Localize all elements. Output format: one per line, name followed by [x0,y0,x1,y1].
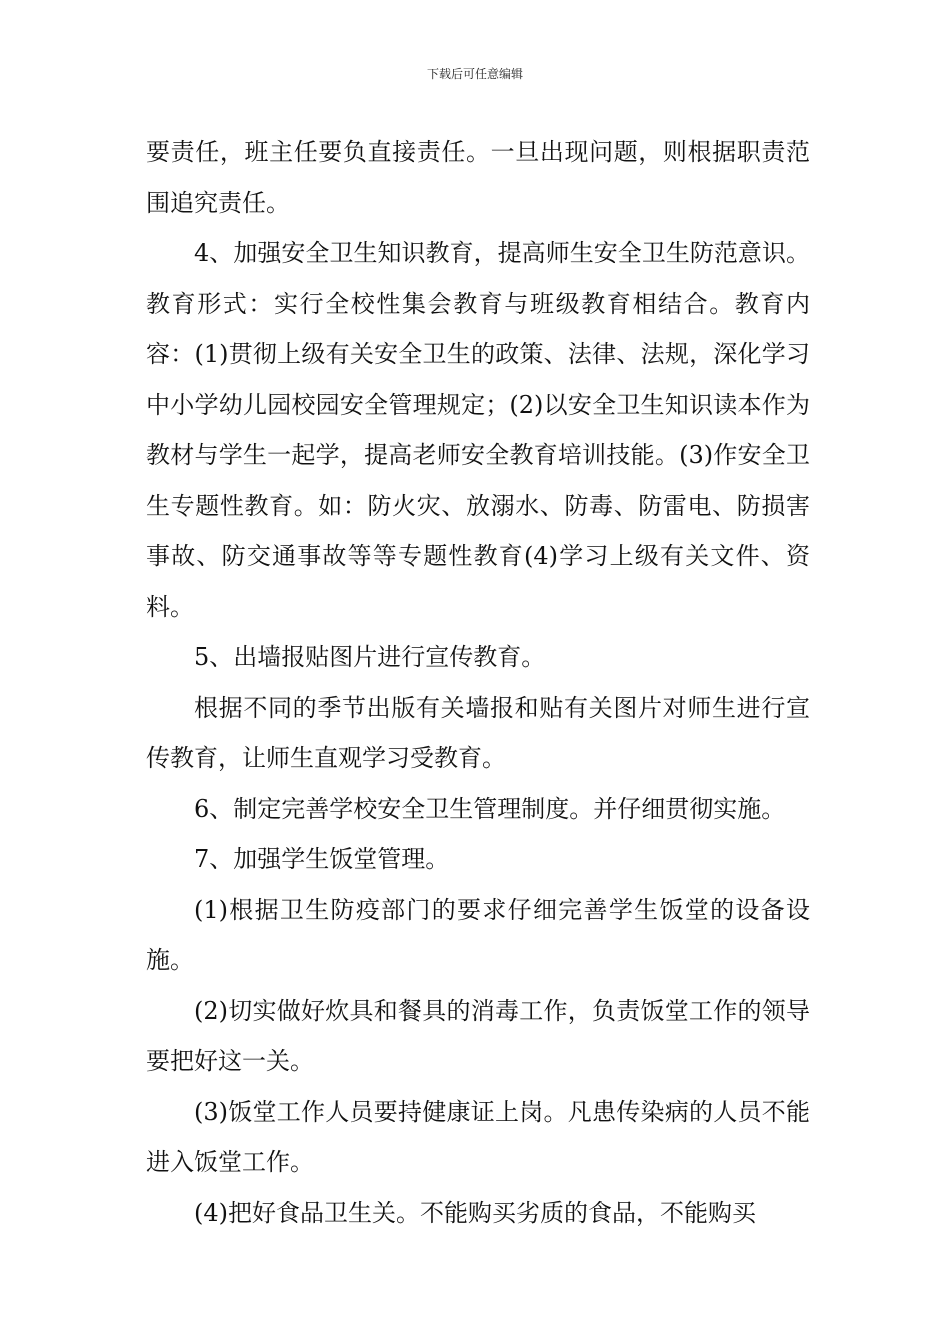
page-header: 下载后可任意编辑 [426,67,523,81]
paragraph-item-7: 7、加强学生饭堂管理。 [194,845,450,873]
paragraph-item-6: 6、制定完善学校安全卫生管理制度。并仔细贯彻实施。 [194,794,786,823]
paragraph-item-4: 4、加强安全卫生知识教育，提高师生安全卫生防范意识。教育形式：实行全校性集会教育与班级教育相结合。教育内容：(1)贯彻上级有关安全卫生的政策、法律、法规，深化学习中小学幼儿园校园安全管理规定；(2)以安全卫生知识读本作为教材与学生一起学，提高老师安全教育培训技能。(3)作安全卫生专题性教育。如：防火灾、放溺水、防毒、防雷电、防损害事故、防交通事故等等专题性教育(4)学习上级有关文件、资料。 [146,239,810,621]
paragraph-item-5: 5、出墙报贴图片进行宣传教育。 [194,643,546,671]
paragraph-sub-3: (3)饭堂工作人员要持健康证上岗。凡患传染病的人员不能进入饭堂工作。 [146,1097,810,1176]
document-body [146,127,810,1238]
paragraph-responsibility: 要责任，班主任要负直接责任。一旦出现问题，则根据职责范围追究责任。 [146,138,810,217]
paragraph-wall-posters: 根据不同的季节出版有关墙报和贴有关图片对师生进行宣传教育，让师生直观学习受教育。 [146,693,810,772]
paragraph-sub-4: (4)把好食品卫生关。不能购买劣质的食品，不能购买 [194,1198,756,1227]
paragraph-sub-1: (1)根据卫生防疫部门的要求仔细完善学生饭堂的设备设施。 [146,895,810,974]
paragraph-sub-2: (2)切实做好炊具和餐具的消毒工作，负责饭堂工作的领导要把好这一关。 [146,996,810,1075]
